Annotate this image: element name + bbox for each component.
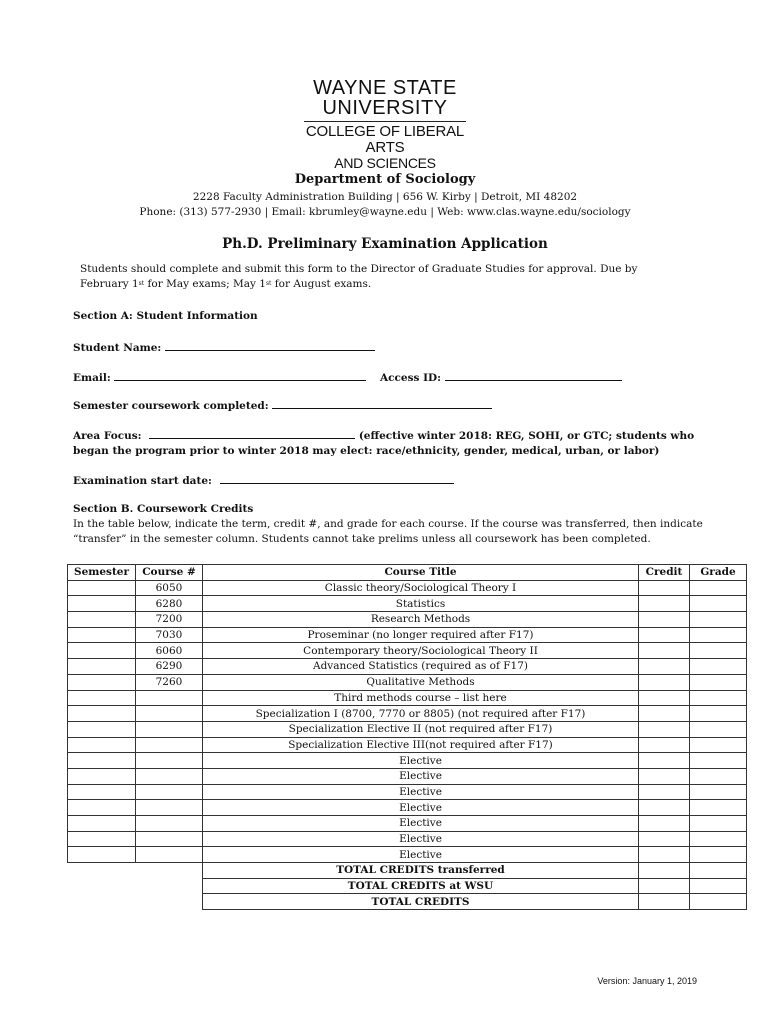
course-number-cell: 7030 <box>136 627 203 643</box>
email-field[interactable] <box>114 369 366 381</box>
total-row <box>68 863 747 879</box>
credit-cell[interactable] <box>639 847 690 863</box>
logo-line-1: WAYNE STATE <box>313 77 457 99</box>
section-b <box>73 502 703 547</box>
total-label: TOTAL CREDITS at WSU <box>203 878 639 894</box>
logo-divider <box>304 121 466 122</box>
credit-cell[interactable] <box>639 784 690 800</box>
university-logo <box>300 78 470 171</box>
department-name: Department of Sociology <box>294 172 476 187</box>
total-label: TOTAL CREDITS <box>203 894 639 910</box>
credit-cell[interactable] <box>639 690 690 706</box>
course-number-cell <box>136 847 203 863</box>
semester-cell[interactable] <box>68 753 136 769</box>
department-contact: Phone: (313) 577-2930 | Email: kbrumley@wayne.edu | Web: www.clas.wayne.edu/sociology <box>139 206 631 218</box>
table-row <box>68 643 747 659</box>
semester-cell[interactable] <box>68 784 136 800</box>
course-number-cell <box>136 690 203 706</box>
course-title-cell: Specialization Elective III(not required after F17) <box>203 737 639 753</box>
table-row <box>68 831 747 847</box>
intro-line-2: February 1st for May exams; May 1st for August exams. <box>80 278 372 290</box>
table-row <box>68 674 747 690</box>
course-title-cell: Elective <box>203 753 639 769</box>
table-row <box>68 612 747 628</box>
table-row <box>68 690 747 706</box>
table-row <box>68 627 747 643</box>
semester-cell[interactable] <box>68 659 136 675</box>
grade-cell[interactable] <box>690 816 747 832</box>
grade-cell[interactable] <box>690 659 747 675</box>
grade-cell[interactable] <box>690 721 747 737</box>
header-course-number: Course # <box>136 565 203 581</box>
course-number-cell: 6290 <box>136 659 203 675</box>
empty-cell <box>136 878 203 894</box>
table-row <box>68 580 747 596</box>
course-number-cell <box>136 784 203 800</box>
header-course-title: Course Title <box>203 565 639 581</box>
total-credit-cell[interactable] <box>639 863 690 879</box>
semester-cell[interactable] <box>68 706 136 722</box>
course-number-cell <box>136 816 203 832</box>
form-title: Ph.D. Preliminary Examination Application <box>222 236 548 252</box>
course-number-cell: 6060 <box>136 643 203 659</box>
semester-cell[interactable] <box>68 768 136 784</box>
area-focus-note-continued: began the program prior to winter 2018 may elect: race/ethnicity, gender, medical, urban, or labor) <box>73 445 660 457</box>
email-row <box>73 369 366 386</box>
access-id-field[interactable] <box>445 369 622 381</box>
credit-cell[interactable] <box>639 800 690 816</box>
empty-cell <box>136 894 203 910</box>
total-label: TOTAL CREDITS transferred <box>203 863 639 879</box>
total-row <box>68 894 747 910</box>
semester-cell[interactable] <box>68 721 136 737</box>
semester-cell[interactable] <box>68 737 136 753</box>
course-title-cell: Elective <box>203 847 639 863</box>
empty-cell <box>68 863 136 879</box>
credit-cell[interactable] <box>639 706 690 722</box>
semester-cell[interactable] <box>68 816 136 832</box>
semester-cell[interactable] <box>68 596 136 612</box>
course-title-cell: Elective <box>203 784 639 800</box>
header-semester: Semester <box>68 565 136 581</box>
course-title-cell: Third methods course – list here <box>203 690 639 706</box>
section-a-heading: Section A: Student Information <box>73 310 258 322</box>
semester-cell[interactable] <box>68 627 136 643</box>
empty-cell <box>68 894 136 910</box>
section-b-instructions-2: “transfer” in the semester column. Students cannot take prelims unless all coursework has been completed. <box>73 533 651 545</box>
credit-cell[interactable] <box>639 580 690 596</box>
total-credit-cell[interactable] <box>639 894 690 910</box>
course-number-cell <box>136 737 203 753</box>
course-number-cell <box>136 800 203 816</box>
exam-date-row <box>73 472 454 489</box>
credit-cell[interactable] <box>639 753 690 769</box>
credit-cell[interactable] <box>639 831 690 847</box>
grade-cell[interactable] <box>690 831 747 847</box>
intro-line-1: Students should complete and submit this form to the Director of Graduate Studies for approval. Due by <box>80 263 638 275</box>
header-credit: Credit <box>639 565 690 581</box>
grade-cell[interactable] <box>690 784 747 800</box>
semester-row <box>73 397 492 414</box>
credit-cell[interactable] <box>639 627 690 643</box>
area-focus-note: (effective winter 2018: REG, SOHI, or GTC; students who <box>358 430 695 442</box>
student-name-field[interactable] <box>165 339 375 351</box>
course-title-cell: Proseminar (no longer required after F17) <box>203 627 639 643</box>
logo-line-2: UNIVERSITY <box>322 97 448 119</box>
grade-cell[interactable] <box>690 737 747 753</box>
course-number-cell <box>136 753 203 769</box>
course-number-cell <box>136 706 203 722</box>
table-row <box>68 737 747 753</box>
area-focus-label: Area Focus: <box>73 430 142 442</box>
semester-field[interactable] <box>272 397 492 409</box>
area-focus-field[interactable] <box>149 427 355 439</box>
course-number-cell: 6050 <box>136 580 203 596</box>
credit-cell[interactable] <box>639 768 690 784</box>
table-row <box>68 721 747 737</box>
total-grade-cell[interactable] <box>690 863 747 879</box>
total-grade-cell[interactable] <box>690 894 747 910</box>
course-title-cell: Contemporary theory/Sociological Theory II <box>203 643 639 659</box>
section-b-heading: Section B. Coursework Credits <box>73 503 254 515</box>
grade-cell[interactable] <box>690 800 747 816</box>
course-number-cell: 6280 <box>136 596 203 612</box>
course-number-cell <box>136 831 203 847</box>
course-title-cell: Advanced Statistics (required as of F17) <box>203 659 639 675</box>
grade-cell[interactable] <box>690 674 747 690</box>
course-title-cell: Research Methods <box>203 612 639 628</box>
credit-cell[interactable] <box>639 643 690 659</box>
table-row <box>68 800 747 816</box>
semester-cell[interactable] <box>68 580 136 596</box>
empty-cell <box>68 878 136 894</box>
course-title-cell: Classic theory/Sociological Theory I <box>203 580 639 596</box>
semester-cell[interactable] <box>68 831 136 847</box>
section-b-instructions-1: In the table below, indicate the term, credit #, and grade for each course. If the course was transferred, then indicate <box>73 518 703 530</box>
logo-line-4: AND SCIENCES <box>334 155 436 171</box>
student-name-row <box>73 339 375 356</box>
table-row <box>68 816 747 832</box>
table-row <box>68 768 747 784</box>
grade-cell[interactable] <box>690 643 747 659</box>
semester-cell[interactable] <box>68 674 136 690</box>
course-title-cell: Statistics <box>203 596 639 612</box>
table-row <box>68 847 747 863</box>
semester-cell[interactable] <box>68 643 136 659</box>
intro-text <box>80 262 637 292</box>
grade-cell[interactable] <box>690 847 747 863</box>
semester-cell[interactable] <box>68 800 136 816</box>
student-name-label: Student Name: <box>73 342 162 354</box>
course-title-cell: Elective <box>203 768 639 784</box>
access-id-label: Access ID: <box>380 372 441 384</box>
logo-line-3: COLLEGE OF LIBERAL ARTS <box>305 123 465 156</box>
course-title-cell: Qualitative Methods <box>203 674 639 690</box>
credit-cell[interactable] <box>639 596 690 612</box>
grade-cell[interactable] <box>690 753 747 769</box>
table-row <box>68 753 747 769</box>
table-row <box>68 784 747 800</box>
course-title-cell: Elective <box>203 800 639 816</box>
credit-cell[interactable] <box>639 659 690 675</box>
credit-cell[interactable] <box>639 737 690 753</box>
grade-cell[interactable] <box>690 612 747 628</box>
grade-cell[interactable] <box>690 690 747 706</box>
table-row <box>68 659 747 675</box>
semester-label: Semester coursework completed: <box>73 400 269 412</box>
grade-cell[interactable] <box>690 580 747 596</box>
course-title-cell: Specialization Elective II (not required after F17) <box>203 721 639 737</box>
email-label: Email: <box>73 372 111 384</box>
course-number-cell <box>136 768 203 784</box>
area-focus-row <box>73 427 694 459</box>
credit-cell[interactable] <box>639 721 690 737</box>
total-grade-cell[interactable] <box>690 878 747 894</box>
exam-date-label: Examination start date: <box>73 475 212 487</box>
semester-cell[interactable] <box>68 690 136 706</box>
course-title-cell: Elective <box>203 831 639 847</box>
grade-cell[interactable] <box>690 706 747 722</box>
empty-cell <box>136 863 203 879</box>
semester-cell[interactable] <box>68 612 136 628</box>
version-label: Version: January 1, 2019 <box>597 976 697 986</box>
coursework-table <box>67 564 747 910</box>
table-header-row <box>68 565 747 581</box>
credit-cell[interactable] <box>639 612 690 628</box>
exam-date-field[interactable] <box>220 472 454 484</box>
table-row <box>68 706 747 722</box>
grade-cell[interactable] <box>690 627 747 643</box>
total-credit-cell[interactable] <box>639 878 690 894</box>
header-grade: Grade <box>690 565 747 581</box>
grade-cell[interactable] <box>690 768 747 784</box>
total-row <box>68 878 747 894</box>
course-title-cell: Elective <box>203 816 639 832</box>
course-number-cell: 7200 <box>136 612 203 628</box>
course-number-cell <box>136 721 203 737</box>
access-id-row <box>380 369 622 386</box>
department-address: 2228 Faculty Administration Building | 656 W. Kirby | Detroit, MI 48202 <box>192 191 578 203</box>
course-title-cell: Specialization I (8700, 7770 or 8805) (not required after F17) <box>203 706 639 722</box>
course-number-cell: 7260 <box>136 674 203 690</box>
table-row <box>68 596 747 612</box>
semester-cell[interactable] <box>68 847 136 863</box>
credit-cell[interactable] <box>639 816 690 832</box>
credit-cell[interactable] <box>639 674 690 690</box>
grade-cell[interactable] <box>690 596 747 612</box>
